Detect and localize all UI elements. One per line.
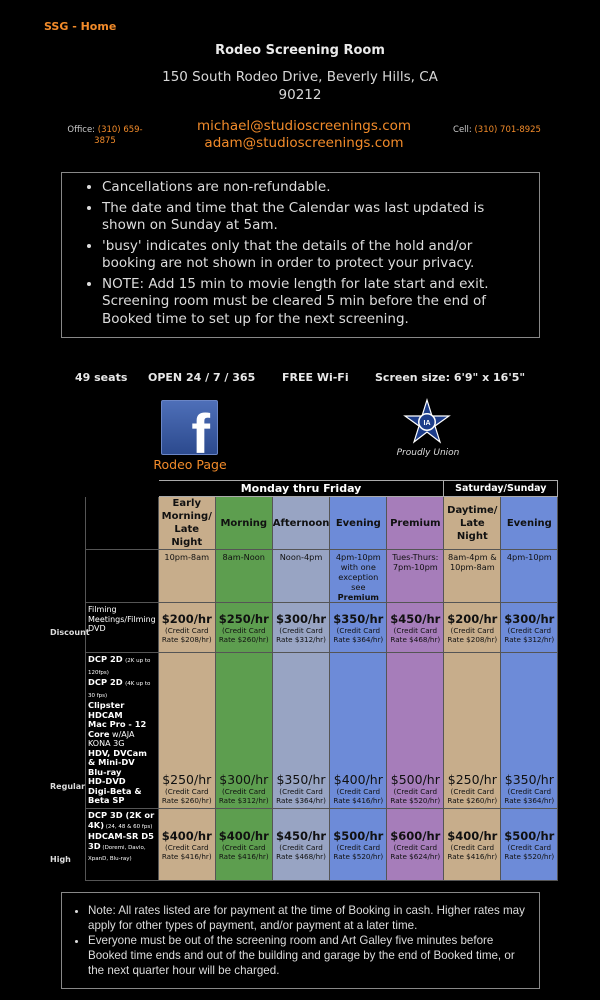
- rate-price: $350/hr: [276, 772, 326, 787]
- service-dcp2k-note: (2K up to 120fps): [88, 658, 151, 676]
- rate-cell: [272, 809, 330, 881]
- rate-cell: [272, 653, 330, 809]
- evening-hours-text: 4pm-10pm with one exception: [335, 552, 381, 582]
- evening-see-label: see: [351, 582, 366, 592]
- address: [150, 68, 450, 104]
- facebook-icon-letter: f: [191, 402, 210, 455]
- rate-cell: [215, 603, 272, 653]
- office-phone-block: [60, 125, 150, 147]
- service-dcp2k: DCP 2D: [88, 654, 123, 664]
- rate-cell: [158, 653, 215, 809]
- regular-row: [86, 653, 558, 809]
- service-digibeta: Digi-Beta & Beta SP: [88, 785, 142, 805]
- rate-price: $200/hr: [161, 611, 212, 626]
- rate-cell: [387, 809, 444, 881]
- email-block: [150, 118, 458, 152]
- footer-note: • Note: All rates listed are for payment at the time of Booking in cash. Higher rates may apply for other types of payment, and/or payment at a later time.: [88, 903, 531, 933]
- footer-notes-box: [61, 892, 540, 989]
- rate-credit-card: (Credit Card Rate $312/hr): [276, 625, 326, 644]
- rate-cell: [158, 603, 215, 653]
- band-early-hours: 10pm-8am: [158, 550, 215, 603]
- iatse-union-logo-icon: [398, 398, 456, 444]
- address-line-2: 90212: [278, 87, 322, 103]
- service-clipster: Clipster: [88, 700, 125, 710]
- rate-cell: [215, 653, 272, 809]
- email-link-adam[interactable]: adam@studioscreenings.com: [204, 135, 404, 151]
- rate-cell: [330, 653, 387, 809]
- home-link[interactable]: SSG - Home: [44, 20, 117, 33]
- service-macpro-note: w/AJA KONA 3G: [88, 729, 135, 748]
- service-dcp3d-note: (24, 48 & 60 fps): [104, 823, 153, 830]
- rate-credit-card: (Credit Card Rate $364/hr): [504, 787, 555, 805]
- discount-row: [86, 603, 558, 653]
- service-bluray: Blu-ray: [88, 766, 122, 777]
- seats-info: 49 seats: [75, 371, 128, 384]
- rate-cell: [330, 603, 387, 653]
- rate-price: $300/hr: [219, 772, 269, 787]
- rate-credit-card: (Credit Card Rate $364/hr): [276, 787, 326, 805]
- weekend-group-header: Saturday/Sunday: [444, 481, 558, 497]
- service-3d-note: (Doremi, Davio, XpanD, Blu-ray): [88, 844, 146, 862]
- rate-credit-card: (Credit Card Rate $260/hr): [447, 787, 498, 805]
- tier-label-high: High: [50, 855, 71, 864]
- cell-phone-link[interactable]: (310) 701-8925: [474, 125, 541, 135]
- rate-cell: [158, 809, 215, 881]
- cell-label: Cell:: [453, 125, 475, 135]
- rate-price: $250/hr: [218, 611, 269, 626]
- rate-cell: [215, 809, 272, 881]
- rate-cell: [501, 809, 558, 881]
- screen-size-info: Screen size: 6'9" x 16'5": [375, 371, 526, 384]
- notice-item: • Cancellations are non-refundable.: [102, 179, 529, 197]
- discount-services: Filming Meetings/Filming DVD: [86, 603, 159, 653]
- high-row: [86, 809, 558, 881]
- rate-cell: [444, 809, 501, 881]
- union-caption: Proudly Union: [396, 448, 460, 458]
- rate-price: $450/hr: [390, 611, 441, 626]
- rate-credit-card: (Credit Card Rate $416/hr): [161, 842, 212, 861]
- band-afternoon-hours: Noon-4pm: [272, 550, 330, 603]
- rate-credit-card: (Credit Card Rate $260/hr): [161, 787, 212, 805]
- tier-label-discount: Discount: [50, 628, 90, 637]
- band-evening-header: Evening: [330, 497, 387, 550]
- page-title: Rodeo Screening Room: [215, 43, 385, 58]
- rate-price: $350/hr: [504, 772, 554, 787]
- evening-see-premium: Premium: [337, 592, 379, 602]
- rate-table: [85, 480, 558, 881]
- rate-credit-card: (Credit Card Rate $468/hr): [390, 625, 441, 644]
- cell-phone-block: [452, 125, 542, 136]
- footer-note: • Everyone must be out of the screening room and Art Galley five minutes before Booked time ends and out of the building and garage by the end of Booked time, or the next quarter hour will be charged.: [88, 933, 531, 978]
- rate-cell: [501, 603, 558, 653]
- rate-price: $600/hr: [390, 828, 441, 843]
- rate-credit-card: (Credit Card Rate $520/hr): [390, 787, 441, 805]
- notice-item: • The date and time that the Calendar was last updated is shown on Sunday at 5am.: [102, 200, 529, 235]
- rate-price: $200/hr: [447, 611, 498, 626]
- rate-credit-card: (Credit Card Rate $416/hr): [447, 842, 498, 861]
- band-daytime-hours: 8am-4pm & 10pm-8am: [444, 550, 501, 603]
- rate-credit-card: (Credit Card Rate $260/hr): [218, 625, 269, 644]
- facebook-icon[interactable]: [161, 400, 218, 455]
- rate-credit-card: (Credit Card Rate $416/hr): [333, 787, 384, 805]
- rate-credit-card: (Credit Card Rate $520/hr): [504, 842, 555, 861]
- service-hdv: HDV, DVCam & Mini-DV: [88, 747, 147, 767]
- rate-price: $500/hr: [390, 772, 440, 787]
- footer-notes-list: [62, 903, 539, 978]
- band-premium-header: Premium: [387, 497, 444, 550]
- rate-credit-card: (Credit Card Rate $416/hr): [218, 842, 269, 861]
- rate-cell: [501, 653, 558, 809]
- union-logo-letters: IA: [423, 420, 431, 427]
- rate-cell: [387, 653, 444, 809]
- service-macpro: Mac Pro - 12 Core: [88, 719, 147, 739]
- band-morning-header: Morning: [215, 497, 272, 550]
- rate-credit-card: (Credit Card Rate $208/hr): [161, 625, 212, 644]
- rate-price: $250/hr: [447, 772, 497, 787]
- rate-price: $350/hr: [333, 611, 384, 626]
- notice-list: [62, 179, 539, 328]
- office-label: Office:: [67, 125, 98, 135]
- rate-credit-card: (Credit Card Rate $208/hr): [447, 625, 498, 644]
- band-evening-hours: [330, 550, 387, 603]
- rate-price: $400/hr: [333, 772, 383, 787]
- rate-price: $500/hr: [504, 828, 555, 843]
- rate-cell: [272, 603, 330, 653]
- facebook-page-link[interactable]: Rodeo Page: [153, 457, 227, 472]
- weekday-group-header: Monday thru Friday: [158, 481, 444, 497]
- rate-credit-card: (Credit Card Rate $624/hr): [390, 842, 441, 861]
- rate-cell: [444, 603, 501, 653]
- rate-credit-card: (Credit Card Rate $312/hr): [504, 625, 555, 644]
- rate-cell: [330, 809, 387, 881]
- rate-cell: [387, 603, 444, 653]
- rate-price: $300/hr: [504, 611, 555, 626]
- band-early-header: Early Morning/ Late Night: [158, 497, 215, 550]
- band-morning-hours: 8am-Noon: [215, 550, 272, 603]
- rate-credit-card: (Credit Card Rate $468/hr): [276, 842, 326, 861]
- rate-price: $400/hr: [161, 828, 212, 843]
- tier-label-regular: Regular: [50, 782, 86, 791]
- rate-price: $400/hr: [218, 828, 269, 843]
- service-dcp3d: DCP 3D (2K or 4K): [88, 810, 155, 830]
- high-services: [86, 809, 159, 881]
- notice-box: [61, 172, 540, 338]
- service-hdcam: HDCAM: [88, 709, 123, 720]
- wifi-info: FREE Wi-Fi: [282, 371, 349, 384]
- hours-info: OPEN 24 / 7 / 365: [148, 371, 256, 384]
- regular-services: [86, 653, 159, 809]
- notice-item: • 'busy' indicates only that the details of the hold and/or booking are not shown in order to protect your privacy.: [102, 238, 529, 273]
- band-daytime-header: Daytime/ Late Night: [444, 497, 501, 550]
- address-line-1: 150 South Rodeo Drive, Beverly Hills, CA: [162, 69, 438, 85]
- band-premium-hours: Tues-Thurs: 7pm-10pm: [387, 550, 444, 603]
- band-weekend-evening-hours: 4pm-10pm: [501, 550, 558, 603]
- rate-credit-card: (Credit Card Rate $520/hr): [333, 842, 384, 861]
- rate-price: $250/hr: [162, 772, 212, 787]
- service-hddvd: HD-DVD: [88, 776, 126, 786]
- rate-credit-card: (Credit Card Rate $364/hr): [333, 625, 384, 644]
- band-weekend-evening-header: Evening: [501, 497, 558, 550]
- service-dcp4k: DCP 2D: [88, 677, 123, 687]
- notice-item: • NOTE: Add 15 min to movie length for late start and exit. Screening room must be cleared 5 min before the end of Booked time to set up for the next screening.: [102, 276, 529, 329]
- service-dcp4k-note: (4K up to 30 fps): [88, 681, 151, 699]
- rate-price: $400/hr: [447, 828, 498, 843]
- evening-hours-see: [330, 582, 386, 602]
- service-3d: 3D: [88, 840, 101, 851]
- rate-price: $450/hr: [275, 828, 327, 843]
- service-hdcamsr: HDCAM-SR D5: [88, 831, 154, 841]
- rate-price: $300/hr: [275, 611, 327, 626]
- rate-credit-card: (Credit Card Rate $312/hr): [218, 787, 269, 805]
- rate-price: $500/hr: [333, 828, 384, 843]
- email-link-michael[interactable]: michael@studioscreenings.com: [196, 118, 412, 134]
- rate-cell: [444, 653, 501, 809]
- band-afternoon-header: Afternoon: [272, 497, 330, 550]
- office-phone-link[interactable]: (310) 659-3875: [94, 125, 143, 146]
